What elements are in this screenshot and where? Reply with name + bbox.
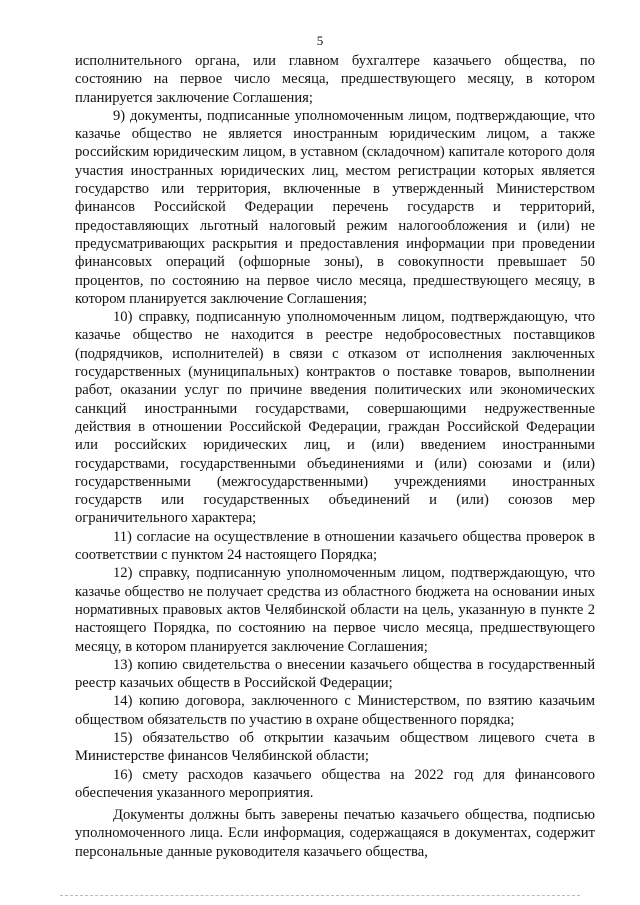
page-number: 5 xyxy=(316,33,324,48)
paragraph-item-15: 15) обязательство об открытии казачьим обществом лицевого счета в Министерстве финансов Челябинской области; xyxy=(75,729,595,765)
paragraph-item-9: 9) документы, подписанные уполномоченным лицом, подтверждающие, что казачье общество не является иностранным юридическим лицом, а также российским юридическим лицом, в уставном (складочном) капитале которого доля участия иностранных юридических лиц, местом регистрации которых является государство или территория, включенные в утвержденный Министерством финансов Российской Федерации перечень государств и территорий, предоставляющих льготный налоговый режим налогообложения и (или) не предусматривающих раскрытия и предоставления информации при проведении финансовых операций (офшорные зоны), в совокупности превышает 50 процентов, по состоянию на первое число месяца, предшествующего месяцу, в котором планируется заключение Соглашения; xyxy=(75,107,595,307)
paragraph-item-14: 14) копию договора, заключенного с Министерством, по взятию казачьим обществом обязательств по участию в охране общественного порядка; xyxy=(75,693,595,728)
footer-divider xyxy=(60,895,580,897)
paragraph-item-16: 16) смету расходов казачьего общества на 2022 год для финансового обеспечения указанного мероприятия. xyxy=(75,766,595,801)
paragraph-item-13: 13) копию свидетельства о внесении казачьего общества в государственный реестр казачьих обществ в Российской Федерации; xyxy=(75,656,595,692)
document-body xyxy=(75,52,595,861)
paragraph-documents-certification: Документы должны быть заверены печатью казачьего общества, подписью уполномоченного лица. Если информация, содержащаяся в документах, содержит персональные данные руководителя казачьего общества, xyxy=(75,807,595,860)
paragraph-item-10: 10) справку, подписанную уполномоченным лицом, подтверждающую, что казачье общество не находится в реестре недобросовестных поставщиков (подрядчиков, исполнителей) в связи с отказом от исполнения заключенных государственных (муниципальных) контрактов о поставке товаров, выполнении работ, оказании услуг по причине введения политических или экономических санкций иностранными государствами, совершающими недружественные действия в отношении Российской Федерации, граждан Российской Федерации или российских юридических лиц, и (или) введением иностранными государствами, государственными объединениями и (или) союзами и (или) государственными (межгосударственными) учреждениями иностранных государств или государственных объединений и (или) союзов мер ограничительного характера; xyxy=(75,309,595,527)
paragraph-item-12: 12) справку, подписанную уполномоченным лицом, подтверждающую, что казачье общество не получает средства из областного бюджета на основании иных нормативных правовых актов Челябинской области на цель, указанную в пункте 2 настоящего Порядка, по состоянию на первое число месяца, предшествующего месяцу, в котором планируется заключение Соглашения; xyxy=(75,565,595,655)
paragraph-item-11: 11) согласие на осуществление в отношении казачьего общества проверок в соответствии с пунктом 24 настоящего Порядка; xyxy=(75,528,595,564)
paragraph-continuation: исполнительного органа, или главном бухгалтере казачьего общества, по состоянию на первое число месяца, предшествующего месяцу, в котором планируется заключение Соглашения; xyxy=(75,53,595,106)
